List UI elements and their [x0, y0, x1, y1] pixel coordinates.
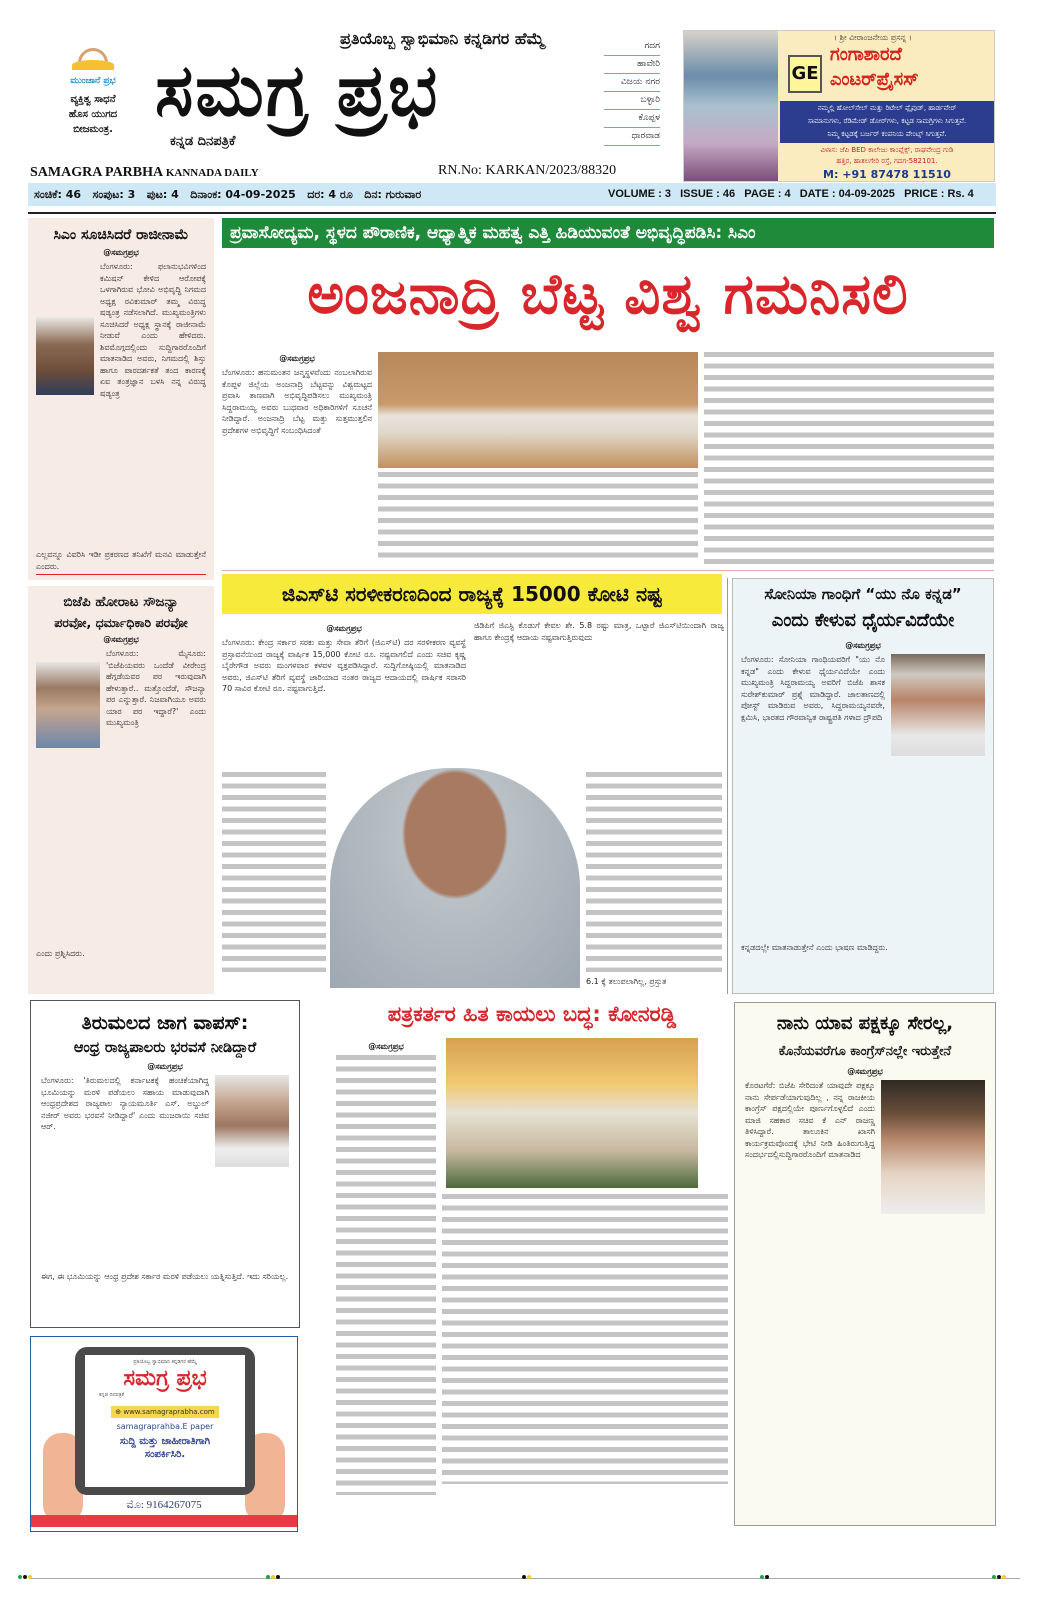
edition-cities [604, 38, 660, 146]
article-headline: ಸೋನಿಯಾ ಗಾಂಧಿಗೆ “ಯು ನೊ ಕನ್ನಡ” [764, 585, 962, 603]
article-filler [442, 1194, 728, 1484]
logo-brand: ಮುಂಜಾನೆ ಪ್ರಭ [70, 76, 116, 86]
house-ad-website-text: www.samagraprabha.com [123, 1408, 215, 1416]
ad-band-line: ಸಾಮಾನುಗಳು, ರೆಡಿಮೇಡ್ ಡೋರ್‌ಗಳು, ಕಟ್ಟಡ ಸಾಮಗ್ರಿಗಳು ಸಿಗುತ್ತವೆ. [807, 117, 967, 125]
gst-article-col2 [474, 620, 724, 758]
article-headline-2: ಆಂಧ್ರ ರಾಜ್ಯಪಾಲರು ಭರವಸೆ ನೀಡಿದ್ದಾರೆ [73, 1040, 257, 1056]
shop-photo [684, 31, 778, 181]
masthead-title: ಸಮಗ್ರ ಪ್ರಭ [155, 48, 440, 132]
main-article-col2 [378, 472, 698, 564]
article-headline-2: ಕೊನೆಯವರೆಗೂ ಕಾಂಗ್ರೆಸ್‌ನಲ್ಲೇ ಇರುತ್ತೇನೆ [778, 1044, 952, 1059]
english-title [30, 164, 259, 182]
footer-dot-icon [992, 1575, 996, 1579]
photo-siddaramaiah [36, 662, 100, 748]
footer-dot-icon [271, 1575, 275, 1579]
main-article-col3 [704, 352, 994, 564]
article-credit: @ಸಮಗ್ರಪ್ರಭ [147, 1062, 183, 1071]
masthead-tagline: ಪ್ರತಿಯೊಬ್ಬ ಸ್ವಾಭಿಮಾನಿ ಕನ್ನಡಿಗರ ಹೆಮ್ಮೆ [340, 29, 545, 48]
article-headline-2: ಪರವೋ, ಧರ್ಮಾಧಿಕಾರಿ ಪರವೋ [54, 615, 188, 630]
article-lead: ಬೆಂಗಳೂರು: ಮೈಸೂರು: 'ಬಿಜೆಪಿಯವರು ಒಂದೆಡೆ ವೀರೇಂದ್ರ ಹೆಗ್ಗಡೆಯವರ ಪರ ಇರುವುದಾಗಿ ಹೇಳುತ್ತಾರೆ.. ಮತ್ತೊಂದೆಡೆ, ಸೌಜನ್ಯಾ ಪರ ಎನ್ನುತ್ತಾರೆ. ನಿಜವಾಗಿಯೂ ಅವರು ಯಾರ ಪರ ಇದ್ದಾರೆ?' ಎಂದು ಮುಖ್ಯಮಂತ್ರಿ [106, 649, 206, 727]
article-lead: ಕೊರಟಗೆರೆ: ಬಿಜೆಪಿ ಸೇರಿದಂತೆ ಯಾವುದೇ ಪಕ್ಷಕ್ಕೂ ನಾನು ಸೇರ್ಪಡೆಯಾಗುವುದಿಲ್ಲ , ನನ್ನ ರಾಜಕೀಯ ಕಾಂಗ್ರೆಸ್ ಪಕ್ಷದಲ್ಲಿಯೇ ಪೂರ್ಣಗೊಳ್ಳಲಿದೆ ಎಂದು ಮಾಜಿ ಸಹಕಾರ ಸಚಿವ ಕೆ ಎನ್ ರಾಜಣ್ಣ ತಿಳಿಸಿದ್ದಾರೆ. ತಾಲೂಕಿನ ಖಾಸಗಿ ಕಾರ್ಯಕ್ರಮವೊಂದಕ್ಕೆ ಭೇಟಿ ನೀಡಿ ಹಿಂತಿರುಗುತ್ತಿದ್ದ ಸಂದರ್ಭದಲ್ಲಿಸುದ್ದಿಗಾರರೊಂದಿಗೆ ಮಾತನಾಡಿದ [745, 1081, 875, 1159]
article-credit: @ಸಮಗ್ರಪ್ರಭ [368, 1042, 404, 1051]
city-item: ಧಾರವಾಡ [604, 128, 660, 146]
footer-dot-icon [760, 1575, 764, 1579]
article-lead: ಬೆಂಗಳೂರು: ಹನುಮಂತನ ಜನ್ಮಸ್ಥಳವೆಂದು ನಂಬಲಾಗಿರುವ ಕೊಪ್ಪಳ ಜಿಲ್ಲೆಯ ಅಂಜನಾದ್ರಿ ಬೆಟ್ಟವನ್ನು ವಿಶ್ವಮಟ್ಟದ ಪ್ರವಾಸಿ ತಾಣವಾಗಿ ಅಭಿವೃದ್ಧಿಪಡಿಸಲು ಮುಖ್ಯಮಂತ್ರಿ ಸಿದ್ದರಾಮಯ್ಯ ಅವರು ಬುಧವಾರ ಅಧಿಕಾರಿಗಳಿಗೆ ಸೂಚನೆ ನೀಡಿದ್ದಾರೆ. ಅಂಜನಾದ್ರಿ ಬೆಟ್ಟ ಮತ್ತು ಸುತ್ತಮುತ್ತಲಿನ ಪ್ರದೇಶಗಳ ಅಭಿವೃದ್ಧಿಗೆ ಸಂಬಂಧಿಸಿದಂತೆ [222, 368, 372, 435]
house-ad-tagline: ಪ್ರತಿಯೊಬ್ಬ ಸ್ವಾಭಿಮಾನಿ ಕನ್ನಡಿಗರ ಹೆಮ್ಮೆ [133, 1359, 197, 1365]
gst-photo-tail: 6.1 ಕ್ಕೆ ತಲುಪಲಾಗಿಲ್ಲ, ಪ್ರಸ್ತುತ [586, 977, 667, 986]
ad-address-line: ಹತ್ತಿರ, ಹಾತಲಗೇರಿ ರಸ್ತೆ, ಗದಗ-582101. [836, 157, 938, 165]
article-col [336, 1038, 436, 1495]
footer-dot-icon [765, 1575, 769, 1579]
photo-press-event [446, 1038, 698, 1188]
footer-dot-icon [522, 1575, 526, 1579]
ad-band-line: ನಿಮ್ಮ ಕಟ್ಟಡಕ್ಕೆ ಬರ್ಜರ್ ಕಂಪನಿಯ ಪೇಂಟ್ಸ್ ಸಿಗುತ್ತವೆ. [827, 130, 947, 138]
article-headline-2: ಎಂದು ಕೇಳುವ ಧೈರ್ಯವಿದೆಯೇ [771, 610, 955, 631]
logo-line: ಬೀಜಮಂತ್ರ. [73, 124, 113, 135]
article-ending: ಎಲ್ಲವನ್ನೂ ವಿವರಿಸಿ ಇಡೀ ಪ್ರಕರಣದ ತನಿಖೆಗೆ ಮನವಿ ಮಾಡುತ್ತೇನೆ ಎಂದರು. [36, 549, 206, 575]
article-cm-resign [28, 218, 214, 580]
article-lead: ಬೆಂಗಳೂರು: 'ತಿರುಮಲದಲ್ಲಿ ಕರ್ನಾಟಕಕ್ಕೆ ಹಂಚಿಕೆಯಾಗಿದ್ದ ಭೂಮಿಯನ್ನು ಮರಳಿ ಪಡೆಯಲು ಸಹಾಯ ಮಾಡುವುದಾಗಿ ಆಂಧ್ರಪ್ರದೇಶದ ರಾಜ್ಯಪಾಲ ನ್ಯಾಯಮೂರ್ತಿ ಎಸ್. ಅಬ್ದುಲ್ ನಜೀರ್ ಅವರು ಭರವಸೆ ನೀಡಿದ್ದಾರೆ' ಎಂದು ಮುಜರಾಯಿ ಸಚಿವ ಆರ್. [41, 1076, 209, 1131]
footer-dot-icon [266, 1575, 270, 1579]
article-body [36, 648, 206, 948]
article-continuation: ಜಿಡಿಪಿಗೆ ಜಿಎಸ್ಟಿ ಕೊಡುಗೆ ಕೇವಲ ಶೇ. 5.8 ರಷ್ಟು ಮಾತ್ರ, ಒಟ್ಟಾರೆ ಜಿಎಸ್‌ಟಿಯಿಂದಾಗಿ ರಾಜ್ಯ ಹಾಗೂ ಕೇಂದ್ರಕ್ಕೆ ಆದಾಯ ನಷ್ಟವಾಗುತ್ತಿರುವುದು [474, 621, 724, 642]
ad-phone: M: +91 87478 11510 [823, 168, 951, 181]
photo-krishna-byregowda [330, 768, 580, 988]
photo-ravikumar [36, 317, 94, 395]
article-headline: ಸಿಎಂ ಸೂಚಿಸಿದರೆ ರಾಜೀನಾಮೆ [53, 227, 189, 243]
issue-info-bar [28, 183, 996, 206]
logo-line: ವ್ಯಕ್ತಿತ್ವ ಸಾಧನೆ [70, 94, 116, 105]
article-columns [336, 1038, 728, 1495]
masthead-subtitle: ಕನ್ನಡ ದಿನಪತ್ರಿಕೆ [170, 134, 236, 149]
city-item: ಹಾವೇರಿ [604, 56, 660, 74]
ad-address-line: ವಿಳಾಸ: ಜೆಪಿ BED ಕಾಲೇಜು ಕಾಂಪ್ಲೆಕ್ಸ್, ರಾಘವೇಂದ್ರ ಗುಡಿ [820, 146, 954, 154]
english-title-sub: KANNADA DAILY [165, 167, 259, 179]
article-lead: ಬೆಂಗಳೂರು: ಸೋನಿಯಾ ಗಾಂಧಿಯವರಿಗೆ "ಯು ನೊ ಕನ್ನಡ" ಎಂದು ಕೇಳುವ ಧೈರ್ಯವಿದೆಯೇ ಎಂದು ಮುಖ್ಯಮಂತ್ರಿ ಸಿದ್ದರಾಮಯ್ಯ ಅವರಿಗೆ ಬಿಜೆಪಿ ಶಾಸಕ ಸುರೇಶ್‌ಕುಮಾರ್ ಪ್ರಶ್ನೆ ಮಾಡಿದ್ದಾರೆ. ಜಾಲತಾಣದಲ್ಲಿ ಪೋಸ್ಟ್ ಮಾಡಿರುವ ಅವರು, ಸಿದ್ದರಾಮಯ್ಯನವರೇ, ಕ್ಷಮಿಸಿ, ಭಾರತದ ಗೌರವಾನ್ವಿತ ರಾಷ್ಟ್ರಪತಿ ಗಳಾದ ದ್ರೌಪದಿ [741, 655, 885, 722]
advertisement-ganga-sharade [683, 30, 995, 182]
photo-suresh-kumar [891, 654, 985, 756]
article-sonia [732, 578, 994, 994]
house-ad-subtitle: ಕನ್ನಡ ದಿನಪತ್ರಿಕೆ [99, 1392, 125, 1398]
ad-blessing: । ಶ್ರೀ ವೀರಾಂಜನೇಯ ಪ್ರಸನ್ನ । [834, 33, 912, 42]
article-body [36, 261, 206, 549]
house-ad-contact-2: ಸಂಪರ್ಕಿಸಿರಿ. [144, 1449, 186, 1460]
footer-dot-icon [276, 1575, 280, 1579]
tablet-screen [85, 1355, 245, 1487]
article-credit: @ಸಮಗ್ರಪ್ರಭ [326, 624, 362, 633]
article-ending: ಎಂದು ಪ್ರಶ್ನಿಸಿದರು. [36, 949, 85, 958]
house-ad-contact-1: ಸುದ್ದಿ ಮತ್ತು ಜಾಹೀರಾತಿಗಾಗಿ [119, 1436, 211, 1447]
article-credit: @ಸಮಗ್ರಪ್ರಭ [279, 354, 315, 363]
article-lead: ಬೆಂಗಳೂರು: ಕೇಂದ್ರ ಸರ್ಕಾರ ಸರಕು ಮತ್ತು ಸೇವಾ ತೆರಿಗೆ (ಜಿಎಸ್‌ಟಿ) ದರ ಸರಳೀಕರಣ ವ್ಯವಸ್ಥೆ ಪ್ರಸ್ತಾವನೆಯಿಂದ ರಾಜ್ಯಕ್ಕೆ ವಾರ್ಷಿಕ 15,000 ಕೋಟಿ ರೂ. ನಷ್ಟವಾಗಲಿದೆ ಎಂದು ಸಚಿವ ಕೃಷ್ಣ ಬೈರೇಗೌಡ ಅವರು ಮಂಗಳವಾರ ಕಳವಳ ವ್ಯಕ್ತಪಡಿಸಿದ್ದಾರೆ. ಸುದ್ದಿಗೋಷ್ಠಿಯಲ್ಲಿ ಮಾತನಾಡಿದ ಅವರು, ಜಿಎಸ್‌ಟಿ ತೆರಿಗೆ ವ್ಯವಸ್ಥೆ ಜಾರಿಯಾದ ನಂತರ ರಾಜ್ಯದ ಆದಾಯದಲ್ಲಿ ವಾರ್ಷಿಕ ಸರಾಸರಿ 70 ಸಾವಿರ ಕೋಟಿ ರೂ. ನಷ್ಟವಾಗುತ್ತಿದೆ. [222, 638, 466, 693]
house-ad-title: ಸಮಗ್ರ ಪ್ರಭ [123, 1366, 207, 1391]
issue-info-english: VOLUME : 3 ISSUE : 46 PAGE : 4 DATE : 04-09-2025 PRICE : Rs. 4 [608, 188, 974, 200]
house-ad-red-band [31, 1515, 297, 1527]
city-item: ಬಳ್ಳಾರಿ [604, 92, 660, 110]
city-item: ವಿಜಯ ನಗರ [604, 74, 660, 92]
ad-address [780, 145, 994, 167]
ad-name-line1: ಗಂಗಾಶಾರದೆ [830, 44, 902, 65]
footer-dot-icon [23, 1575, 27, 1579]
header-rule [28, 212, 996, 214]
registration-number: RN.No: KARKAN/2023/88320 [438, 163, 617, 178]
article-ending: ಈಗ, ಈ ಭೂಮಿಯನ್ನು ಆಂಧ್ರ ಪ್ರದೇಶ ಸರ್ಕಾರ ಮರಳಿ ಪಡೆಯಲು ಯತ್ನಿಸುತ್ತಿದೆ. ಇದು ಸರಿಯಲ್ಲ. [41, 1272, 289, 1281]
article-credit: @ಸಮಗ್ರಪ್ರಭ [845, 641, 881, 650]
article-rajanna [734, 1002, 996, 1526]
footer-dot-icon [527, 1575, 531, 1579]
ad-products-band [780, 101, 994, 143]
logo-line: ಹೊಸ ಯುಗದ [68, 109, 118, 120]
footer-dot-icon [1002, 1575, 1006, 1579]
main-headline: ಅಂಜನಾದ್ರಿ ಬೆಟ್ಟ ವಿಶ್ವ ಗಮನಿಸಲಿ [307, 262, 909, 327]
globe-icon: ⊕ [115, 1408, 124, 1416]
house-ad-epaper: samagraprahba.E paper [116, 1422, 214, 1431]
footer-dot-icon [997, 1575, 1001, 1579]
gst-article-col2-filler [586, 772, 722, 972]
article-credit: @ಸಮಗ್ರಪ್ರಭ [103, 248, 139, 257]
city-item: ಗದಗ [604, 38, 660, 56]
article-body [41, 1075, 289, 1271]
article-headline: ಪತ್ರಕರ್ತರ ಹಿತ ಕಾಯಲು ಬದ್ಧ: ಕೋನರಡ್ಡಿ [387, 1002, 677, 1026]
city-item: ಕೊಪ್ಪಳ [604, 110, 660, 128]
article-body [741, 654, 985, 942]
footer-dot-icon [28, 1575, 32, 1579]
article-journalists [336, 1000, 728, 1495]
photo-kn-rajanna [881, 1080, 985, 1214]
article-filler [336, 1055, 436, 1495]
article-headline: ತಿರುಮಲದ ಜಾಗ ವಾಪಸ್: [81, 1012, 249, 1034]
article-ending: ಕನ್ನಡದಲ್ಲೇ ಮಾತನಾಡುತ್ತೇನೆ ಎಂದು ಭಾಷಣ ಮಾಡಿದ್ದರು. [741, 943, 888, 952]
tablet-frame [75, 1347, 255, 1495]
photo-cm-meeting [378, 352, 698, 468]
article-credit: @ಸಮಗ್ರಪ್ರಭ [103, 635, 139, 644]
article-body [745, 1080, 985, 1494]
gst-article-col1-filler [222, 772, 326, 972]
article-bjp-protest [28, 586, 214, 994]
english-title-main: SAMAGRA PARBHA [30, 165, 163, 180]
main-article-col1 [222, 350, 372, 563]
sunrise-logo-icon [70, 40, 116, 70]
column-divider [727, 578, 728, 994]
house-advertisement [30, 1336, 298, 1532]
article-credit: @ಸಮಗ್ರಪ್ರಭ [847, 1067, 883, 1076]
article-col [442, 1038, 728, 1495]
logo-badge [48, 40, 138, 137]
article-lead: ಬೆಂಗಳೂರು: ಫಲಾನುಭವಿಗಳಿಂದ ಕಮಿಷನ್ ಕೇಳಿದ ಆರೋಪಕ್ಕೆ ಒಳಗಾಗಿರುವ ಭೋವಿ ಅಭಿವೃದ್ಧಿ ನಿಗಮದ ಅಧ್ಯಕ್ಷ ರವಿಕುಮಾರ್ ತಮ್ಮ ವಿರುದ್ಧ ಷಡ್ಯಂತ್ರ ನಡೆಸಲಾಗಿದೆ. ಮುಖ್ಯಮಂತ್ರಿಗಳು ಸೂಚಿಸಿದರೆ ಅಧ್ಯಕ್ಷ ಸ್ಥಾನಕ್ಕೆ ರಾಜೀನಾಮೆ ನೀಡುವೆ ಎಂದು ಹೇಳಿದರು. ಶಿವಮೊಗ್ಗದಲ್ಲಿಂದು ಸುದ್ದಿಗಾರರೊಂದಿಗೆ ಮಾತನಾಡಿದ ಅವರು, ನಿಗಮದಲ್ಲಿ ಶಿಸ್ತು ಹಾಗೂ ಪಾರದರ್ಶಕತೆ ತಂದ ಕಾರಣಕ್ಕೆ ಏಐ ತಂತ್ರಜ್ಞಾನ ಬಳಸಿ ನನ್ನ ವಿರುದ್ಧ ಷಡ್ಯಂತ್ರ [100, 262, 206, 398]
photo-ramalinga-reddy [215, 1075, 289, 1167]
main-kicker: ಪ್ರವಾಸೋದ್ಯಮ, ಸ್ಥಳದ ಪೌರಾಣಿಕ, ಆಧ್ಯಾತ್ಮಿಕ ಮಹತ್ವ ಎತ್ತಿ ಹಿಡಿಯುವಂತೆ ಅಭಿವೃದ್ಧಿಪಡಿಸಿ: ಸಿಎಂ [222, 218, 994, 248]
ad-name-line2: ಎಂಟರ್‌ಪ್ರೈಸಸ್ [830, 69, 919, 90]
article-headline: ನಾನು ಯಾವ ಪಕ್ಷಕ್ಕೂ ಸೇರಲ್ಲ, [776, 1013, 954, 1034]
article-tirumala [30, 1000, 300, 1328]
ge-logo-icon: GE [788, 55, 822, 93]
gst-article-col1 [222, 620, 466, 763]
ad-band-line: ನಮ್ಮಲ್ಲಿ ಹೋಲ್‌ಸೇಲ್ ಮತ್ತು ರಿಟೇಲ್ ಪ್ಲೈವುಡ್, ಹಾರ್ಡವೇರ್ [817, 104, 957, 112]
section-divider [222, 570, 994, 571]
house-ad-phone: ಮೊ: 9164267075 [126, 1499, 202, 1511]
footer-dot-icon [18, 1575, 22, 1579]
gst-headline: ಜಿಎಸ್‌ಟಿ ಸರಳೀಕರಣದಿಂದ ರಾಜ್ಯಕ್ಕೆ 15000 ಕೋಟಿ ನಷ್ಟ [222, 574, 722, 614]
issue-info-kannada: ಸಂಚಿಕೆ: 46 ಸಂಪುಟ: 3 ಪುಟ: 4 ದಿನಾಂಕ: 04-09-2025 ದರ: 4 ರೂ ದಿನ: ಗುರುವಾರ [34, 188, 422, 201]
house-ad-website[interactable] [111, 1406, 218, 1418]
article-headline: ಬಿಜೆಪಿ ಹೋರಾಟ ಸೌಜನ್ಯಾ [63, 594, 179, 610]
